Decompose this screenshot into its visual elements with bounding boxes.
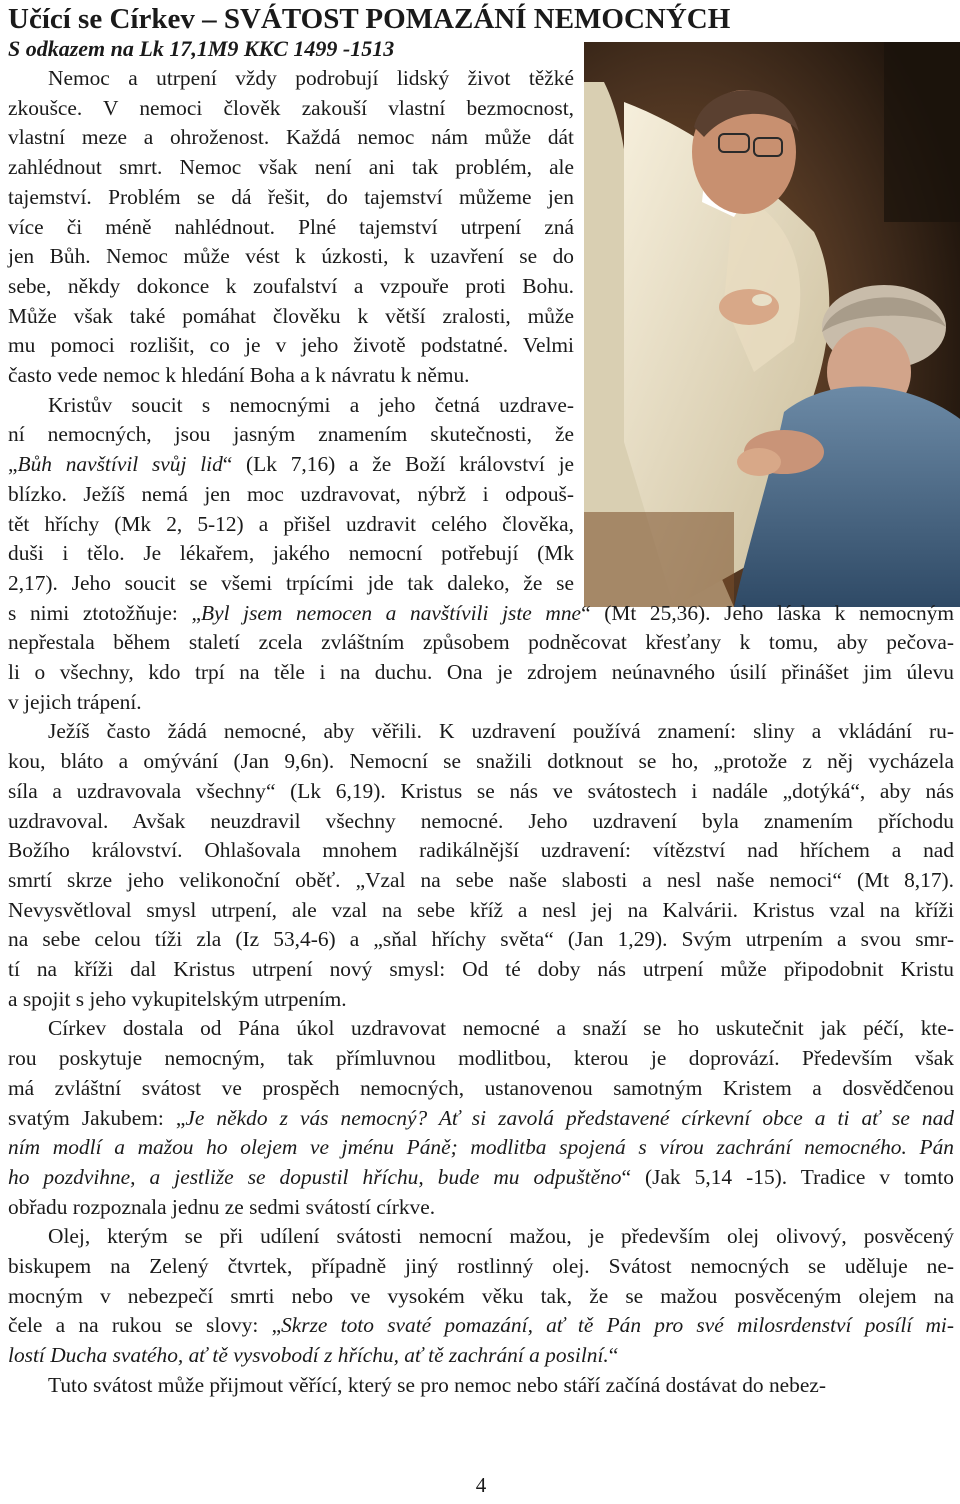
priest-anointing-elderly-woman-photo — [584, 42, 960, 607]
text-line: jen Bůh. Nemoc může vést k úzkosti, k uzavření se do — [8, 244, 574, 269]
text-line: mu pomoci rozlišit, co je v jeho životě podstatné. Velmi — [8, 333, 574, 358]
text-line: Olej, kterým se při udílení svátosti nemocní mažou, je především olej olivový, posvěcený — [48, 1224, 954, 1249]
text-line — [8, 1104, 954, 1132]
text-line: Církev dostala od Pána úkol uzdravovat nemocné a snaží se ho uskutečnit jak péčí, kte- — [48, 1016, 954, 1041]
text-line: Tuto svátost může přijmout věřící, který se pro nemoc nebo stáří začíná dostávat do nebez- — [48, 1372, 826, 1397]
quote-italic: ním modlí a mažou ho olejem ve jménu Páně; modlitba spojená s vírou zachrání nemocného. Pán — [8, 1135, 954, 1160]
text-line: zkoušce. V nemoci člověk zakouší vlastní bezmocnost, — [8, 95, 574, 120]
text-line: Ježíš často žádá nemocné, aby věřili. K uzdravení používá znamení: sliny a vkládání ru- — [48, 719, 954, 744]
text-line: blízko. Ježíš nemá jen moc uzdravovat, nýbrž i odpouš- — [8, 481, 574, 506]
quote-italic: ho pozdvihne, a jestliže se dopustil hříchu, bude mu odpuštěno — [8, 1164, 622, 1189]
text-line — [8, 1341, 954, 1369]
text-line — [8, 599, 954, 627]
text-line: v jejich trápení. — [8, 689, 142, 714]
quote-italic: Je někdo z vás nemocný? Ať si zavolá představené církevní obce a ti ať se nad — [185, 1105, 954, 1130]
text-line: sebe, někdy dokonce k zoufalství a vzpouře proti Bohu. — [8, 273, 574, 298]
text-line: zahlédnout smrt. Nemoc však není ani tak problém, ale — [8, 155, 574, 180]
quote-italic: Bůh navštívil svůj lid — [17, 452, 223, 477]
text-line — [8, 1163, 954, 1191]
text-line: vlastní meze a ohroženost. Každá nemoc nám může dát — [8, 125, 574, 150]
text-line: často vede nemoc k hledání Boha a k návratu k němu. — [8, 363, 470, 387]
text-segment: “ — [608, 1343, 619, 1368]
text-line: Nevysvětloval smysl utrpení, ale vzal na sebe kříž a nesl jej na Kalvárii. Kristus vzal na kříži — [8, 897, 954, 922]
text-line: na sebe celou tíži zla (Iz 53,4-6) a „sňal hříchy světa“ (Jan 1,29). Svým utrpením a svou smr- — [8, 927, 954, 952]
text-line: Božího království. Ohlašovala mnohem radikálnější uzdravení: vítězství nad hříchem a nad — [8, 838, 954, 863]
text-line: Nemoc a utrpení vždy podrobují lidský život těžké — [48, 66, 574, 90]
text-line: tí na kříži dal Kristus utrpení nový smysl: Od té doby nás utrpení může připodobnit Kristu — [8, 957, 954, 981]
text-segment: čele a na rukou se slovy: „ — [8, 1313, 282, 1338]
text-line: tajemství. Problém se dá řešit, do tajemství můžeme jen — [8, 184, 574, 209]
text-segment: svatým Jakubem: „ — [8, 1105, 186, 1130]
page-title: Učící se Církev – SVÁTOST POMAZÁNÍ NEMOCNÝCH — [8, 3, 731, 35]
text-line: uzdravoval. Avšak neuzdravil všechny nemocné. Jeho uzdravení byla znamením příchodu — [8, 808, 954, 833]
text-line: biskupem na Zelený čtvrtek, případně jiný rostlinný olej. Svátost nemocných se uděluje ne- — [8, 1254, 954, 1278]
text-line: li o všechny, kdo trpí na těle i na duchu. Ona je zdrojem neúnavného úsilí přinášet jim úlevu — [8, 660, 954, 684]
text-line: smrtí skrze jeho velikonoční oběť. „Vzal na sebe naše slabosti a nesl naše nemoci“ (Mt 8,17). — [8, 867, 954, 892]
text-line: duši i tělo. Je lékařem, jakého nemocní potřebují (Mk — [8, 541, 574, 566]
page-subtitle: S odkazem na Lk 17,1M9 KKC 1499 -1513 — [8, 36, 395, 61]
text-line — [8, 1133, 954, 1161]
text-line: Kristův soucit s nemocnými a jeho četná uzdrave- — [48, 392, 574, 417]
text-line: obřadu rozpoznala jednu ze sedmi svátostí církve. — [8, 1194, 436, 1219]
text-segment: „ — [8, 452, 18, 477]
text-segment: “ (Mt 25,36). Jeho láska k nemocným — [581, 600, 954, 625]
text-line: ní nemocných, jsou jasným znamením skutečnosti, že — [8, 422, 574, 447]
text-line: 2,17). Jeho soucit se všemi trpícími jde tak daleko, že se — [8, 570, 574, 595]
page-number: 4 — [475, 1473, 487, 1497]
text-line: síla a uzdravovala všechny“ (Lk 6,19). Kristus se nás ve svátostech i nadále „dotýká“, aby nás — [8, 778, 954, 803]
text-line: kou, bláto a omývání (Jan 9,6n). Nemocní se snažili dotknout se ho, „protože z něj vycházela — [8, 749, 954, 774]
text-segment: “ (Lk 7,16) a že Boží království je — [222, 452, 575, 477]
text-line: má zvláštní svátost ve prospěch nemocných, ustanovenou samotným Kristem a dosvědčenou — [8, 1075, 954, 1100]
quote-italic: Byl jsem nemocen a navštívili jste mne — [201, 600, 582, 625]
text-line: a spojit s jeho vykupitelským utrpením. — [8, 986, 347, 1011]
text-line: rou poskytuje nemocným, tak přímluvnou modlitbou, kterou je doprovází. Především však — [8, 1046, 954, 1071]
text-line: více či méně nahlédnout. Plné tajemství utrpení zná — [8, 214, 574, 239]
text-line: Může však také pomáhat člověku k větší zralosti, může — [8, 303, 574, 328]
text-line: nepřestala během staletí zcela zvláštním způsobem podněcovat křesťany k tomu, aby pečova- — [8, 630, 954, 655]
text-line: tět hříchy (Mk 2, 5-12) a přišel uzdravit celého člověka, — [8, 511, 574, 536]
quote-italic: Skrze toto svaté pomazání, ať tě Pán pro své milosrdenství posílí mi- — [281, 1313, 954, 1338]
text-segment: s nimi ztotožňuje: „ — [8, 600, 202, 625]
document-page — [8, 0, 958, 1504]
text-line — [8, 1311, 954, 1339]
text-segment: “ (Jak 5,14 -15). Tradice v tomto — [621, 1164, 954, 1189]
text-line — [8, 450, 574, 478]
text-line: mocným v nebezpečí smrti nebo ve vysokém věku tak, že se mažou posvěceným olejem na — [8, 1283, 954, 1308]
quote-italic: lostí Ducha svatého, ať tě vysvobodí z hříchu, ať tě zachrání a posilní. — [8, 1343, 609, 1368]
